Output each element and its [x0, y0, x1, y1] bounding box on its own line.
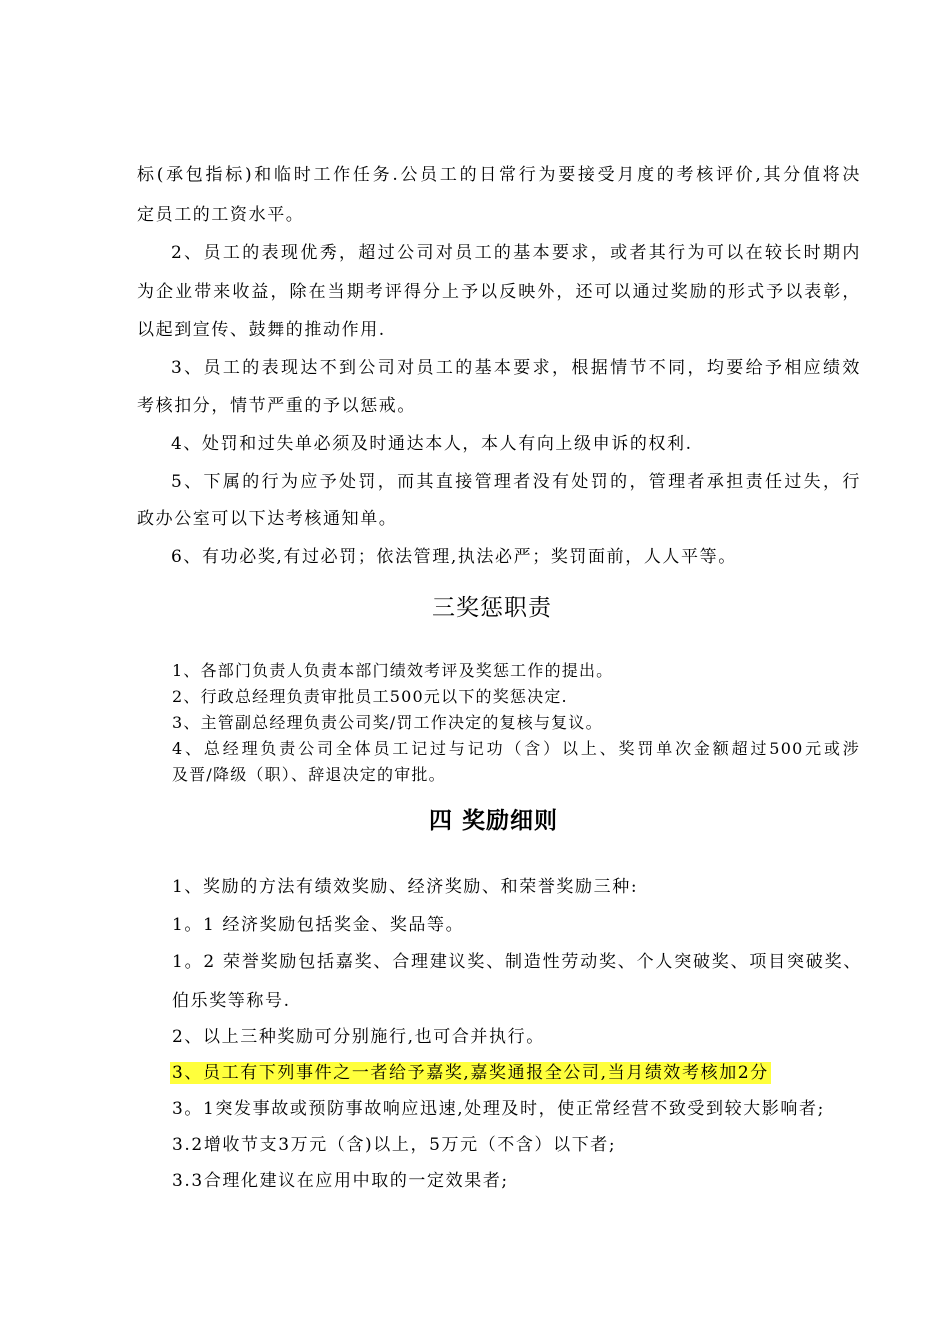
paragraph-line: 5、下属的行为应予处罚，而其直接管理者没有处罚的，管理者承担责任过失，行 [171, 472, 861, 492]
list-item: 1、各部门负责人负责本部门绩效考评及奖惩工作的提出。 [172, 661, 614, 680]
paragraph-line: 标(承包指标)和临时工作任务.公员工的日常行为要接受月度的考核评价,其分值将决 [137, 165, 861, 185]
list-item: 伯乐奖等称号. [172, 991, 291, 1011]
list-item: 3.3合理化建议在应用中取的一定效果者; [172, 1171, 509, 1191]
paragraph-line: 3、员工的表现达不到公司对员工的基本要求，根据情节不同，均要给予相应绩效 [171, 358, 861, 378]
list-item: 4、总经理负责公司全体员工记过与记功（含）以上、奖罚单次金额超过500元或涉 [172, 739, 860, 758]
list-item: 1。1 经济奖励包括奖金、奖品等。 [172, 915, 465, 935]
list-item: 1、奖励的方法有绩效奖励、经济奖励、和荣誉奖励三种: [172, 877, 639, 897]
paragraph-line: 政办公室可以下达考核通知单。 [137, 509, 398, 529]
list-item: 2、行政总经理负责审批员工500元以下的奖惩决定. [172, 687, 568, 706]
paragraph-line: 考核扣分，情节严重的予以惩戒。 [137, 396, 416, 416]
list-item: 及晋/降级（职）、辞退决定的审批。 [172, 765, 446, 784]
paragraph-line: 定员工的工资水平。 [137, 205, 305, 225]
list-item: 3.2增收节支3万元（含)以上，5万元（不含）以下者; [172, 1135, 617, 1155]
list-item: 3、主管副总经理负责公司奖/罚工作决定的复核与复议。 [172, 713, 603, 732]
paragraph-line: 以起到宣传、鼓舞的推动作用. [137, 320, 386, 340]
list-item: 2、以上三种奖励可分别施行,也可合并执行。 [172, 1027, 545, 1047]
list-item: 3。1突发事故或预防事故响应迅速,处理及时，使正常经营不致受到较大影响者; [172, 1099, 825, 1119]
section-heading-responsibilities: 三奖惩职责 [432, 595, 552, 621]
highlighted-line-wrapper [170, 1061, 771, 1085]
paragraph-line: 4、处罚和过失单必须及时通达本人，本人有向上级申诉的权利. [171, 434, 693, 454]
list-item: 1。2 荣誉奖励包括嘉奖、合理建议奖、制造性劳动奖、个人突破奖、项目突破奖、 [172, 952, 862, 972]
paragraph-line: 为企业带来收益，除在当期考评得分上予以反映外，还可以通过奖励的形式予以表彰， [137, 282, 861, 302]
paragraph-line: 6、有功必奖,有过必罚；依法管理,执法必严；奖罚面前，人人平等。 [171, 547, 737, 567]
section-heading-reward-rules: 四 奖励细则 [429, 808, 559, 834]
paragraph-line: 2、员工的表现优秀，超过公司对员工的基本要求，或者其行为可以在较长时期内 [171, 243, 861, 263]
highlighted-list-item: 3、员工有下列事件之一者给予嘉奖,嘉奖通报全公司,当月绩效考核加2分 [172, 1063, 769, 1083]
